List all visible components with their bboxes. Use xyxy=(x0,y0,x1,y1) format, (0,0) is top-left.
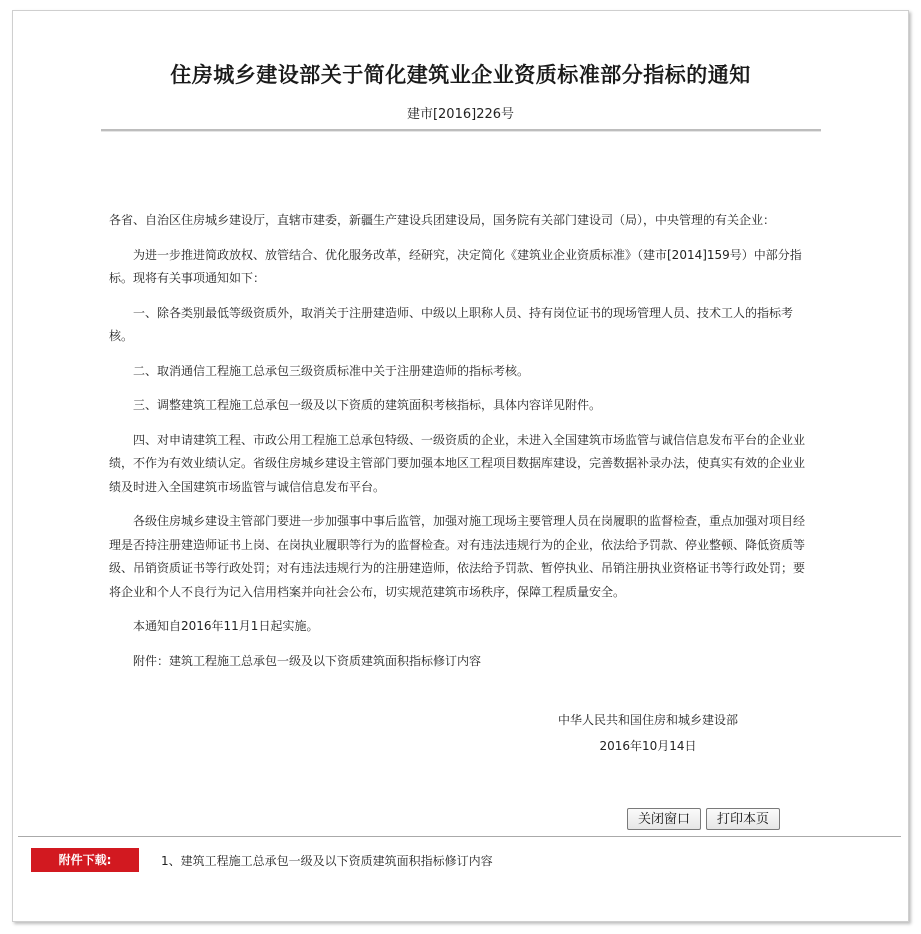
attachment-note: 附件：建筑工程施工总承包一级及以下资质建筑面积指标修订内容 xyxy=(133,653,482,668)
attachments-divider xyxy=(18,836,901,837)
body-paragraph: 四、对申请建筑工程、市政公用工程施工总承包特级、一级资质的企业，未进入全国建筑市场监管与诚信信息发布平台的企业业绩，不作为有效业绩认定。省级住房城乡建设主管部门要加强本地区工程项目数据库建设，完善数据补录办法，使真实有效的企业业绩及时进入全国建筑市场监管与诚信信息发布平台。 xyxy=(109,432,806,494)
addressee-paragraph: 各省、自治区住房城乡建设厅，直辖市建委，新疆生产建设兵团建设局，国务院有关部门建设司（局），中央管理的有关企业： xyxy=(109,213,776,227)
title-divider xyxy=(101,129,821,132)
attachment-link[interactable]: 1、建筑工程施工总承包一级及以下资质建筑面积指标修订内容 xyxy=(161,854,493,868)
close-window-button[interactable]: 关闭窗口 xyxy=(627,808,701,830)
page-title: 住房城乡建设部关于简化建筑业企业资质标准部分指标的通知 xyxy=(170,63,751,87)
body-paragraph: 二、取消通信工程施工总承包三级资质标准中关于注册建造师的指标考核。 xyxy=(133,363,530,378)
print-page-button[interactable]: 打印本页 xyxy=(706,808,780,830)
attachments-badge: 附件下载: xyxy=(31,848,139,872)
issuing-organization: 中华人民共和国住房和城乡建设部 xyxy=(557,713,738,727)
document-number: 建市[2016]226号 xyxy=(406,107,515,122)
document-frame xyxy=(12,10,909,922)
body-paragraph: 为进一步推进简政放权、放管结合、优化服务改革，经研究，决定简化《建筑业企业资质标准》（建市[2014]159号）中部分指标。现将有关事项通知如下： xyxy=(109,247,802,285)
notice-body xyxy=(109,209,809,684)
body-paragraph: 各级住房城乡建设主管部门要进一步加强事中事后监管，加强对施工现场主要管理人员在岗履职的监督检查，重点加强对项目经理是否持注册建造师证书上岗、在岗执业履职等行为的监督检查。对有违法违规行为的企业，依法给予罚款、停业整顿、降低资质等级、吊销资质证书等行政处罚；对有违法违规行为的注册建造师，依法给予罚款、暂停执业、吊销注册执业资格证书等行政处罚；要将企业和个人不良行为记入信用档案并向社会公布，切实规范建筑市场秩序，保障工程质量安全。 xyxy=(109,514,806,599)
body-paragraph: 三、调整建筑工程施工总承包一级及以下资质的建筑面积考核指标，具体内容详见附件。 xyxy=(133,398,602,412)
issue-date: 2016年10月14日 xyxy=(599,739,697,753)
body-paragraph: 本通知自2016年11月1日起实施。 xyxy=(133,619,319,633)
body-paragraph: 一、除各类别最低等级资质外，取消关于注册建造师、中级以上职称人员、持有岗位证书的现场管理人员、技术工人的指标考核。 xyxy=(109,305,794,343)
